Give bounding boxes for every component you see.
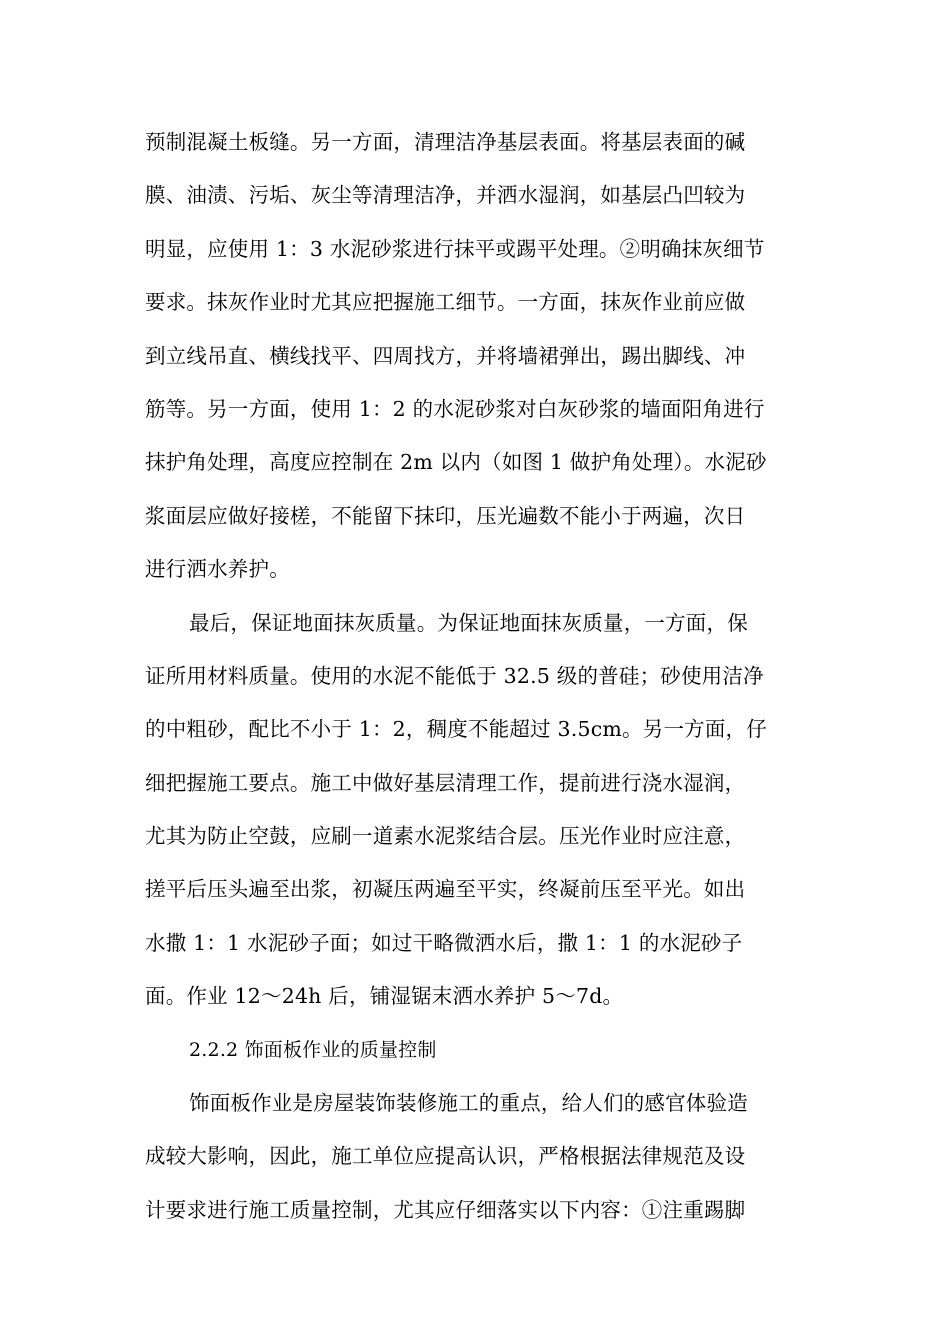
text-line: 饰面板作业是房屋装饰装修施工的重点，给人们的感官体验造 [189,1091,748,1116]
text-line: 的中粗砂，配比不小于 1：2，稠度不能超过 3.5cm。另一方面，仔 [145,717,767,742]
text-line: 浆面层应做好接槎，不能留下抹印，压光遍数不能小于两遍，次日 [145,503,746,528]
text-line: 搓平后压头遍至出浆，初凝压两遍至平实，终凝前压至平光。如出 [145,877,746,902]
text-line: 明显，应使用 1：3 水泥砂浆进行抹平或踢平处理。②明确抹灰细节 [145,236,765,261]
text-line: 面。作业 12～24h 后，铺湿锯末洒水养护 5～7d。 [145,984,624,1009]
text-line: 要求。抹灰作业时尤其应把握施工细节。一方面，抹灰作业前应做 [145,290,746,315]
text-line: 筋等。另一方面，使用 1：2 的水泥砂浆对白灰砂浆的墙面阳角进行 [145,396,765,421]
text-line: 水撒 1：1 水泥砂子面；如过干略微洒水后，撒 1：1 的水泥砂子 [145,930,743,955]
text-line: 证所用材料质量。使用的水泥不能低于 32.5 级的普硅；砂使用洁净 [145,663,764,688]
text-line: 细把握施工要点。施工中做好基层清理工作，提前进行浇水湿润， [145,770,746,795]
body-text [145,116,810,1237]
text-line: 尤其为防止空鼓，应刷一道素水泥浆结合层。压光作业时应注意， [145,824,746,849]
text-line: 进行洒水养护。 [145,557,290,582]
text-line: 最后，保证地面抹灰质量。为保证地面抹灰质量，一方面，保 [189,610,748,635]
text-line: 计要求进行施工质量控制，尤其应仔细落实以下内容：①注重踢脚 [145,1197,746,1222]
text-line: 膜、油渍、污垢、灰尘等清理洁净，并洒水湿润，如基层凸凹较为 [145,183,746,208]
text-line: 预制混凝土板缝。另一方面，清理洁净基层表面。将基层表面的碱 [145,130,746,154]
text-line: 抹护角处理，高度应控制在 2m 以内（如图 1 做护角处理）。水泥砂 [145,450,767,475]
text-line: 到立线吊直、横线找平、四周找方，并将墙裙弹出，踢出脚线、冲 [145,343,746,368]
text-line: 成较大影响，因此，施工单位应提高认识，严格根据法律规范及设 [145,1144,746,1169]
section-heading: 2.2.2 饰面板作业的质量控制 [189,1038,437,1061]
